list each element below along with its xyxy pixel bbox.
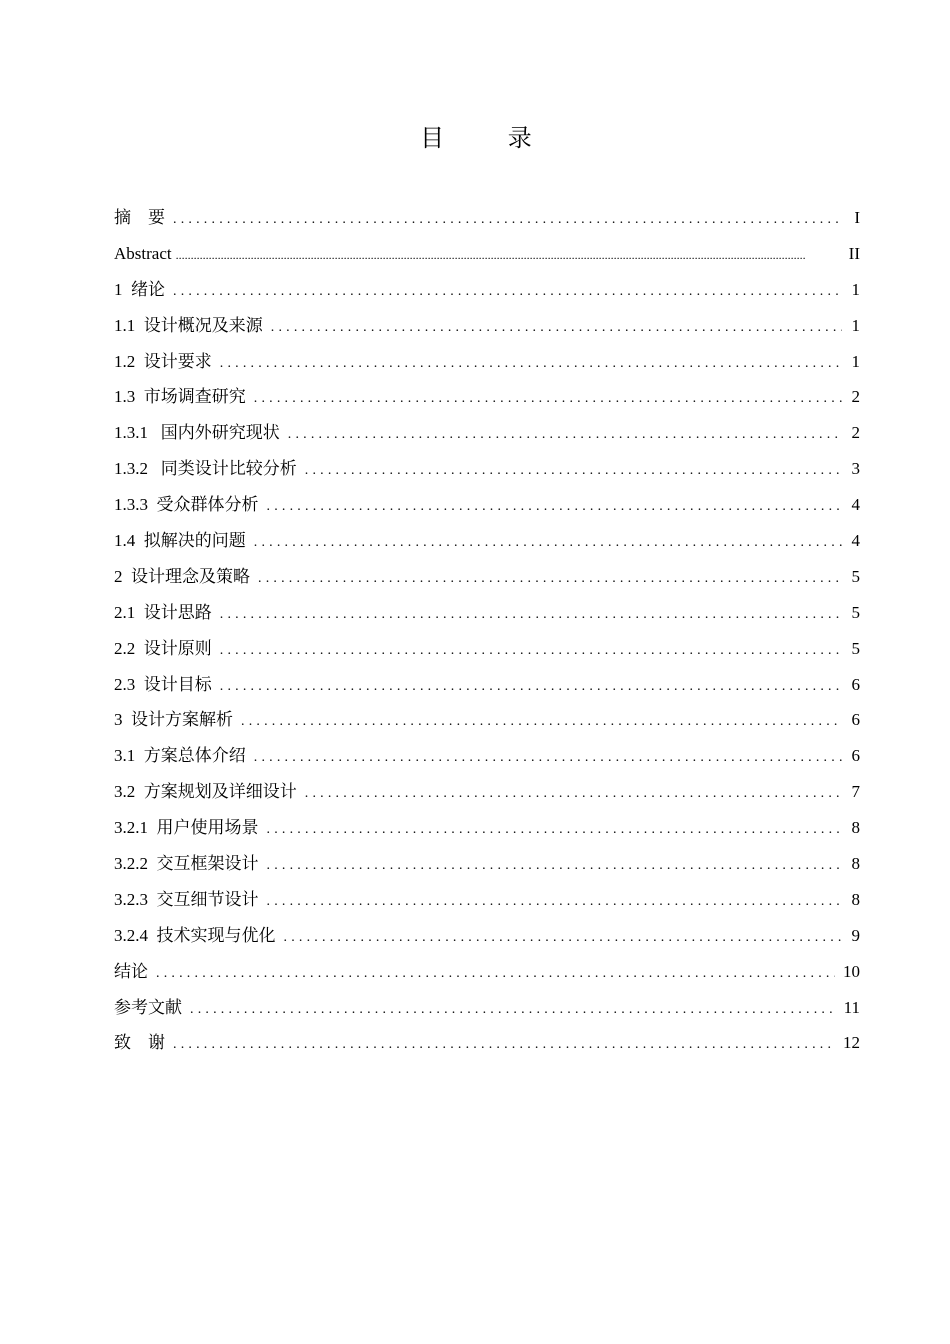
toc-entry-1-3-2[interactable] — [114, 451, 860, 487]
toc-entry-page: 3 — [851, 459, 860, 479]
dot-leader — [284, 920, 843, 956]
dot-leader — [241, 704, 842, 740]
dot-leader — [176, 238, 843, 274]
toc-entry-page: 2 — [851, 387, 860, 407]
toc-entry-references[interactable] — [114, 990, 860, 1026]
toc-entry-3-2-1[interactable] — [114, 810, 860, 846]
toc-entry-label: 3.2.4 技术实现与优化 — [114, 925, 276, 945]
toc-entry-label: 1.2 设计要求 — [114, 351, 212, 371]
dot-leader — [190, 992, 836, 1028]
toc-entry-label: 摘 要 — [114, 208, 165, 227]
toc-entry-label: 1.4 拟解决的问题 — [114, 531, 246, 551]
toc-entry-chapter-3[interactable] — [114, 702, 860, 738]
toc-entry-1-3-1[interactable] — [114, 415, 860, 451]
dot-leader — [220, 669, 842, 705]
toc-entry-page: 1 — [851, 351, 860, 371]
toc-entry-page: 7 — [851, 782, 860, 802]
toc-entry-page: 5 — [851, 602, 860, 622]
toc-entry-2-2[interactable] — [114, 631, 860, 667]
dot-leader — [271, 310, 842, 346]
dot-leader — [173, 1027, 835, 1063]
toc-entry-label: 结论 — [114, 961, 148, 981]
toc-entry-label: Abstract — [114, 243, 172, 263]
toc-entry-1-3[interactable] — [114, 379, 860, 415]
dot-leader — [254, 740, 842, 776]
toc-entry-1-2[interactable] — [114, 344, 860, 380]
toc-entry-page: 11 — [843, 997, 860, 1017]
toc-entry-page: 2 — [851, 423, 860, 443]
toc-entry-acknowledgements[interactable] — [114, 1025, 860, 1061]
dot-leader — [254, 381, 842, 417]
toc-entry-label: 3 设计方案解析 — [114, 710, 233, 730]
toc-entry-label: 参考文献 — [114, 997, 182, 1017]
toc-entry-label: 1.1 设计概况及来源 — [114, 315, 263, 335]
dot-leader — [220, 633, 842, 669]
toc-entry-page: 1 — [851, 279, 860, 299]
toc-list — [114, 200, 860, 1061]
toc-entry-3-2-4[interactable] — [114, 918, 860, 954]
toc-entry-page: 1 — [851, 315, 860, 335]
toc-entry-3-1[interactable] — [114, 738, 860, 774]
toc-entry-label: 3.2 方案规划及详细设计 — [114, 782, 297, 802]
toc-entry-label: 1.3.3 受众群体分析 — [114, 495, 259, 515]
dot-leader — [173, 274, 842, 310]
dot-leader — [258, 561, 842, 597]
toc-entry-1-1[interactable] — [114, 308, 860, 344]
toc-entry-label: 1.3.2 同类设计比较分析 — [114, 459, 297, 479]
toc-entry-2-1[interactable] — [114, 595, 860, 631]
toc-entry-label: 2.2 设计原则 — [114, 638, 212, 658]
toc-entry-label: 1.3 市场调查研究 — [114, 387, 246, 407]
toc-entry-page: 4 — [851, 531, 860, 551]
dot-leader — [305, 776, 842, 812]
toc-entry-abstract-cn[interactable] — [114, 200, 860, 236]
dot-leader — [267, 848, 843, 884]
dot-leader — [267, 489, 843, 525]
toc-entry-page: 4 — [851, 495, 860, 515]
toc-entry-page: 12 — [843, 1033, 860, 1053]
dot-leader — [173, 202, 842, 238]
toc-entry-page: 5 — [851, 566, 860, 586]
toc-entry-2-3[interactable] — [114, 667, 860, 703]
toc-entry-page: 8 — [851, 818, 860, 838]
toc-entry-label: 3.2.3 交互细节设计 — [114, 889, 259, 909]
dot-leader — [220, 597, 842, 633]
toc-entry-chapter-2[interactable] — [114, 559, 860, 595]
toc-entry-label: 2 设计理念及策略 — [114, 566, 250, 586]
toc-entry-label: 3.2.1 用户使用场景 — [114, 818, 259, 838]
toc-entry-label: 2.3 设计目标 — [114, 674, 212, 694]
dot-leader — [220, 346, 842, 382]
toc-entry-abstract-en[interactable] — [114, 236, 860, 272]
toc-entry-page: 6 — [851, 746, 860, 766]
toc-entry-label: 3.1 方案总体介绍 — [114, 746, 246, 766]
toc-entry-1-4[interactable] — [114, 523, 860, 559]
toc-entry-conclusion[interactable] — [114, 954, 860, 990]
toc-entry-3-2-2[interactable] — [114, 846, 860, 882]
toc-entry-page: 8 — [851, 889, 860, 909]
toc-entry-page: 6 — [851, 710, 860, 730]
toc-entry-page: 5 — [851, 638, 860, 658]
toc-entry-page: 8 — [851, 854, 860, 874]
toc-entry-chapter-1[interactable] — [114, 272, 860, 308]
toc-entry-page: 9 — [851, 925, 860, 945]
toc-entry-label: 致 谢 — [114, 1033, 165, 1053]
dot-leader — [267, 812, 843, 848]
toc-entry-3-2-3[interactable] — [114, 882, 860, 918]
toc-entry-label: 2.1 设计思路 — [114, 602, 212, 622]
toc-entry-page: II — [848, 243, 860, 263]
dot-leader — [254, 525, 842, 561]
toc-entry-page: 10 — [843, 961, 860, 981]
dot-leader — [305, 453, 842, 489]
dot-leader — [267, 884, 843, 920]
toc-entry-label: 1 绪论 — [114, 279, 165, 299]
dot-leader — [288, 417, 842, 453]
toc-entry-label: 1.3.1 国内外研究现状 — [114, 423, 280, 443]
dot-leader — [156, 956, 835, 992]
toc-entry-page: I — [854, 208, 860, 227]
toc-entry-label: 3.2.2 交互框架设计 — [114, 854, 259, 874]
toc-entry-1-3-3[interactable] — [114, 487, 860, 523]
toc-entry-page: 6 — [851, 674, 860, 694]
toc-title: 目 录 — [420, 124, 560, 152]
toc-entry-3-2[interactable] — [114, 774, 860, 810]
